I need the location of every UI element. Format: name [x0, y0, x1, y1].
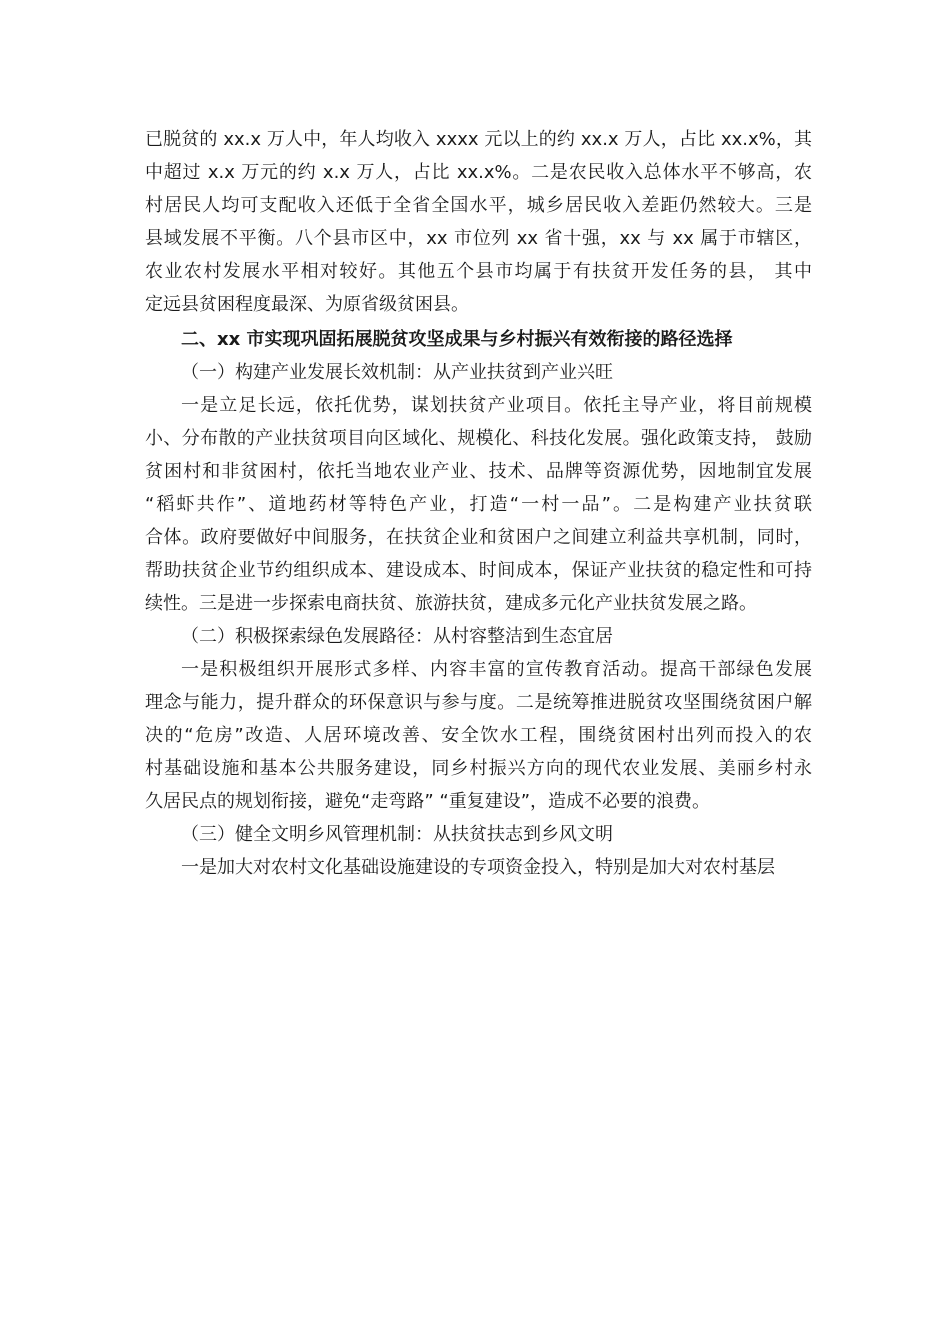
text-line: 合体。政府要做好中间服务，在扶贫企业和贫困户之间建立利益共享机制，同时， [145, 527, 812, 548]
document-body [145, 123, 812, 884]
paragraph-industry [145, 389, 812, 620]
subsection-heading-green: （二）积极探索绿色发展路径：从村容整洁到生态宜居 [181, 626, 613, 647]
subsection-heading-culture: （三）健全文明乡风管理机制：从扶贫扶志到乡风文明 [181, 824, 613, 845]
text-line: 续性。三是进一步探索电商扶贫、旅游扶贫，建成多元化产业扶贫发展之路。 [145, 593, 757, 614]
text-line: 理念与能力，提升群众的环保意识与参与度。二是统筹推进脱贫攻坚围绕贫困户解 [145, 692, 812, 713]
text-line: 一是加大对农村文化基础设施建设的专项资金投入，特别是加大对农村基层 [181, 857, 775, 878]
paragraph-culture [145, 851, 812, 884]
text-line: 帮助扶贫企业节约组织成本、建设成本、时间成本，保证产业扶贫的稳定性和可持 [145, 560, 812, 581]
text-line: 久居民点的规划衔接，避免“走弯路” “重复建设”，造成不必要的浪费。 [145, 791, 711, 812]
text-line: 定远县贫困程度最深、为原省级贫困县。 [145, 294, 469, 315]
text-line: 村居民人均可支配收入还低于全省全国水平，城乡居民收入差距仍然较大。三是 [145, 195, 812, 216]
text-line: 村基础设施和基本公共服务建设，同乡村振兴方向的现代农业发展、美丽乡村永 [145, 758, 812, 779]
text-line: 一是立足长远，依托优势，谋划扶贫产业项目。依托主导产业，将目前规模 [181, 395, 812, 416]
text-line: 小、分布散的产业扶贫项目向区域化、规模化、科技化发展。强化政策支持， 鼓励 [145, 428, 812, 449]
text-line: 贫困村和非贫困村，依托当地农业产业、技术、品牌等资源优势，因地制宜发展 [145, 461, 812, 482]
paragraph-green [145, 653, 812, 818]
paragraph-income-analysis [145, 123, 812, 321]
text-line: 一是积极组织开展形式多样、内容丰富的宣传教育活动。提高干部绿色发展 [181, 659, 812, 680]
text-line: 县域发展不平衡。八个县市区中，xx 市位列 xx 省十强，xx 与 xx 属于市辖区， [145, 228, 812, 249]
text-line: 决的“危房”改造、人居环境改善、安全饮水工程，围绕贫困村出列而投入的农 [145, 725, 812, 746]
text-line: 中超过 x.x 万元的约 x.x 万人，占比 xx.x%。二是农民收入总体水平不够高，农 [145, 162, 812, 183]
text-line: 农业农村发展水平相对较好。其他五个县市均属于有扶贫开发任务的县， 其中 [145, 261, 812, 282]
text-line: “稻虾共作”、道地药材等特色产业，打造“一村一品”。二是构建产业扶贫联 [145, 494, 812, 515]
section-heading: 二、xx 市实现巩固拓展脱贫攻坚成果与乡村振兴有效衔接的路径选择 [181, 329, 733, 350]
text-line: 已脱贫的 xx.x 万人中，年人均收入 xxxx 元以上的约 xx.x 万人，占比 xx.x%，其 [145, 129, 812, 150]
subsection-heading-industry: （一）构建产业发展长效机制：从产业扶贫到产业兴旺 [181, 362, 613, 383]
